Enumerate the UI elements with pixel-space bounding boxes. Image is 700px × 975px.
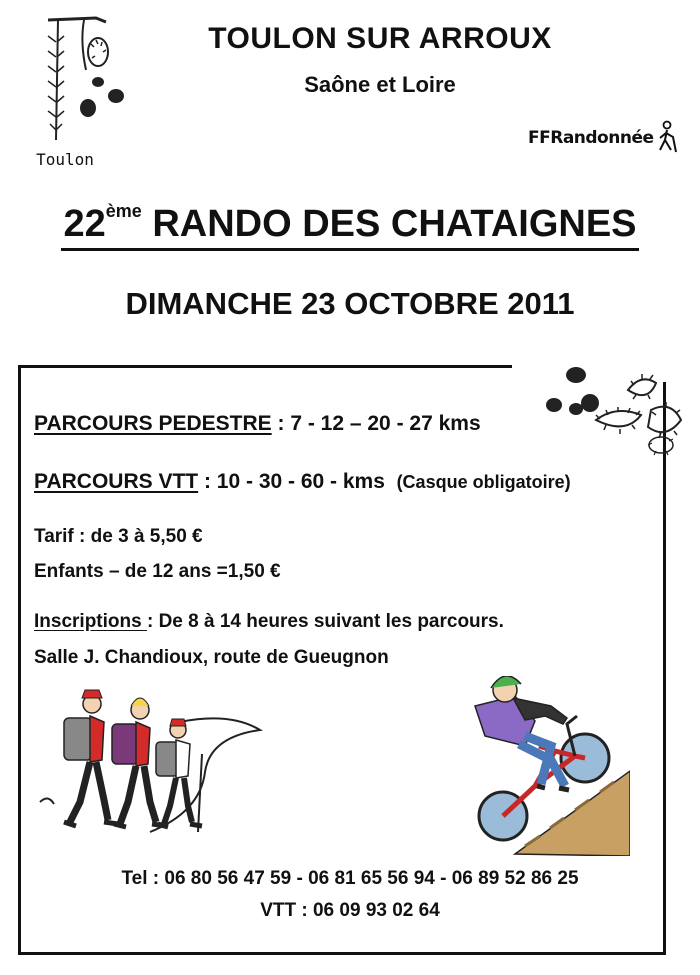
logo-caption: Toulon [36,150,94,169]
pedestre-label: PARCOURS PEDESTRE [34,412,272,435]
town-title: TOULON SUR ARROUX [208,22,552,55]
enfants-line: Enfants – de 12 ans =1,50 € [34,561,281,582]
vtt-line [34,470,571,494]
event-date: DIMANCHE 23 OCTOBRE 2011 [125,286,575,321]
inscriptions-line [34,611,504,633]
chestnuts-icon [536,355,686,460]
mountain-biker-illustration [455,676,630,856]
pedestre-distances: 7 - 12 – 20 - 27 kms [290,412,481,435]
pedestre-line [34,412,481,436]
event-title [0,203,700,251]
inscriptions-text: : De 8 à 14 heures suivant les parcours. [146,611,504,632]
ffrandonnee-logo-text: FFRandonnée [528,128,654,148]
vtt-label: PARCOURS VTT [34,470,199,493]
ordinal-number: 22 [63,203,106,245]
region-subtitle: Saône et Loire [304,72,456,97]
hikers-illustration [30,682,270,847]
ffrandonnee-logo [528,122,688,156]
branch-chestnut-logo-icon [36,12,136,147]
salle-line: Salle J. Chandioux, route de Gueugnon [34,647,389,668]
hiker-icon [654,120,680,154]
event-name: RANDO DES CHATAIGNES [152,203,637,245]
inscriptions-label: Inscriptions [34,611,147,632]
pedestre-separator: : [271,412,291,435]
telephone-line: Tel : 06 80 56 47 59 - 06 81 65 56 94 - 06 89 52 86 25 [121,868,579,889]
tarif-line: Tarif : de 3 à 5,50 € [34,526,203,547]
vtt-helmet-note: (Casque obligatoire) [396,472,571,492]
ordinal-suffix: ème [105,201,142,221]
vtt-separator: : [198,470,217,493]
vtt-telephone-line: VTT : 06 09 93 02 64 [260,900,440,921]
vtt-distances: 10 - 30 - 60 - kms [216,470,385,493]
